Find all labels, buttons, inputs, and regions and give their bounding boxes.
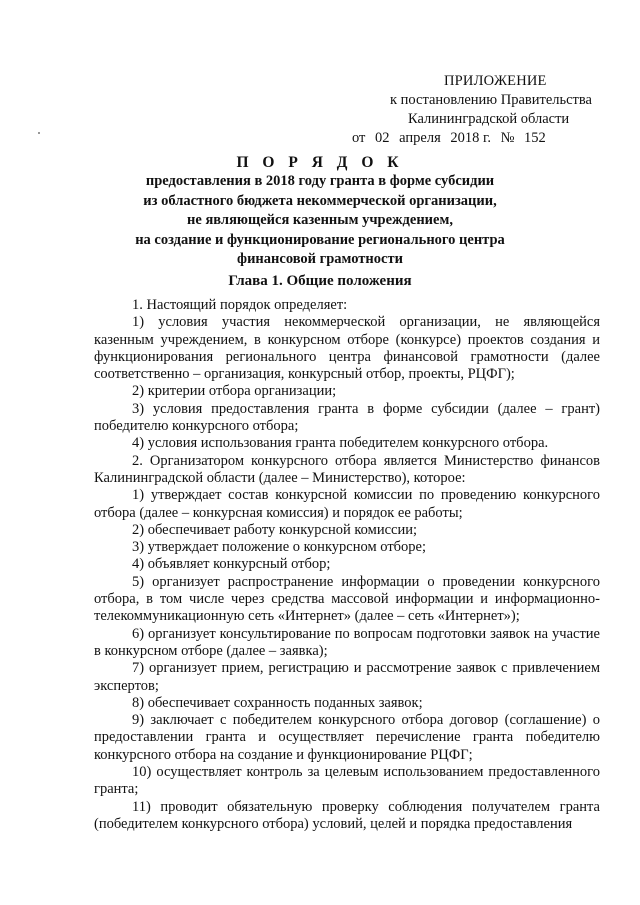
paragraph: 2) обеспечивает работу конкурсной комиссии; [132, 521, 418, 538]
document-body [94, 297, 600, 833]
paragraph: 3) условия предоставления гранта в форме субсидии (далее – грант) победителю конкурсного отбора; [94, 400, 600, 435]
subtitle-line: не являющейся казенным учреждением, [187, 212, 453, 228]
document-subtitle [90, 172, 550, 270]
paragraph: 4) объявляет конкурсный отбор; [132, 556, 331, 573]
approval-stamp [352, 72, 612, 148]
paragraph: 4) условия использования гранта победителем конкурсного отбора. [132, 435, 549, 452]
paragraph: 11) проводит обязательную проверку соблюдения получателем гранта (победителем конкурсного отбора) условий, целей и порядка предоставления [94, 798, 600, 832]
date-day: 02 [375, 130, 390, 146]
paragraph: 1) условия участия некоммерческой организации, не являющейся казенным учреждением, в конкурсном отборе (конкурсе) проектов создания и функционирования регионального центра финансовой грамотности (далее соответственно – организация, конкурсный отбор, проекты, РЦФГ); [94, 314, 600, 383]
subtitle-line: из областного бюджета некоммерческой организации, [143, 192, 497, 209]
paragraph: 3) утверждает положение о конкурсном отборе; [132, 539, 426, 556]
paragraph: 6) организует консультирование по вопросам подготовки заявок на участие в конкурсном отборе (далее – заявка); [94, 625, 600, 659]
paragraph: 2) критерии отбора организации; [132, 383, 337, 400]
date-prefix: от [352, 130, 366, 146]
paragraph: 10) осуществляет контроль за целевым использованием предоставленного гранта; [94, 764, 600, 798]
paragraph: 1) утверждает состав конкурсной комиссии по проведению конкурсного отбора (далее – конкурсная комиссия) и порядок ее работы; [94, 487, 600, 521]
paragraph: 1. Настоящий порядок определяет: [132, 297, 348, 313]
paragraph: 5) организует распространение информации о проведении конкурсного отбора, в том числе через средства массовой информации и информационно-телекоммуникационную сеть «Интернет» (далее – сеть «Интернет»); [94, 573, 600, 625]
paragraph: 7) организует прием, регистрацию и рассмотрение заявок с привлечением экспертов; [94, 660, 600, 694]
paragraph: 2. Организатором конкурсного отбора является Министерство финансов Калининградской области (далее – Министерство), которое: [94, 452, 600, 486]
subtitle-line: на создание и функционирование регионального центра [135, 231, 505, 248]
paragraph: 9) заключает с победителем конкурсного отбора договор (соглашение) о предоставлении гранта и осуществляет перечисление гранта победителю конкурсного отбора на создание и функционирование РЦФГ; [94, 712, 600, 763]
paragraph: 8) обеспечивает сохранность поданных заявок; [132, 694, 423, 711]
subtitle-line: предоставления в 2018 году гранта в форме субсидии [145, 173, 495, 189]
chapter-heading: Глава 1. Общие положения [228, 273, 412, 289]
decree-number: 152 [524, 130, 546, 146]
date-year: 2018 г. [450, 130, 491, 146]
scan-speck [38, 132, 40, 134]
date-month: апреля [399, 130, 441, 146]
approval-line-decree: к постановлению Правительства [390, 92, 592, 108]
approval-date-line [352, 129, 612, 148]
number-sign: № [500, 130, 515, 146]
approval-line-region: Калининградской области [408, 111, 570, 127]
approval-title: ПРИЛОЖЕНИЕ [444, 73, 547, 89]
subtitle-line: финансовой грамотности [237, 251, 403, 267]
document-title: П О Р Я Д О К [236, 154, 404, 171]
